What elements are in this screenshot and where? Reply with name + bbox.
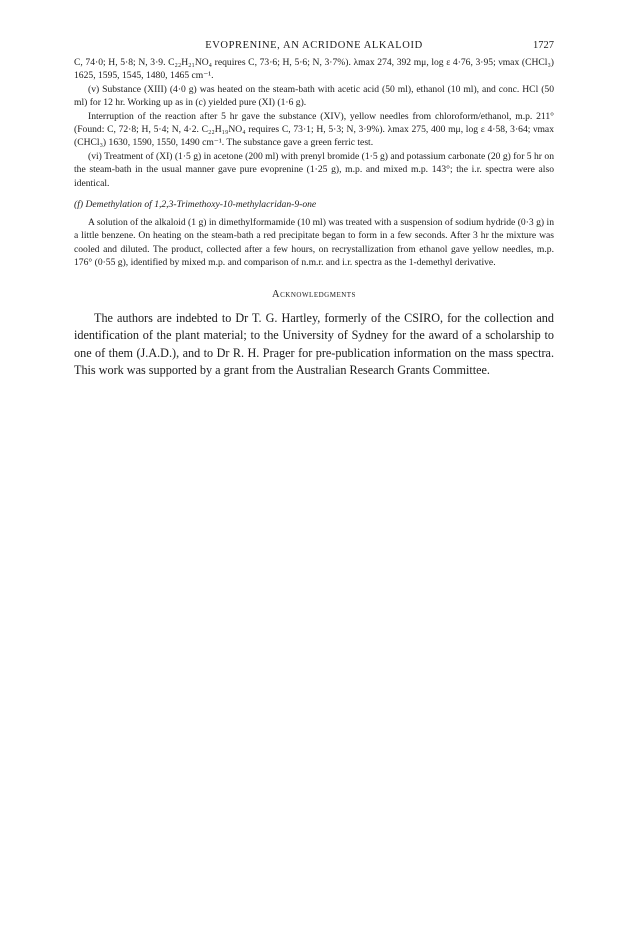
acknowledgments-text: The authors are indebted to Dr T. G. Hartley, formerly of the CSIRO, for the collection and identification of the plant material; to the University of Sydney for the award of a scholarship to one of them (J.A.D.), and to Dr R. H. Prager for pre-publication information on the mass spectra. This work was supported by a grant from the Australian Research Grants Committee. (74, 310, 554, 378)
acknowledgments-heading: Acknowledgments (272, 288, 356, 300)
paragraph-substance-xiii: (v) Substance (XIII) (4·0 g) was heated on the steam-bath with acetic acid (50 ml), ethanol (10 ml), and conc. HCl (50 ml) for 12 hr. Working up as in (c) yielded pure (XI) (1·6 g). (74, 83, 554, 109)
page-number: 1727 (533, 40, 554, 51)
section-heading-demethylation: (f) Demethylation of 1,2,3-Trimethoxy-10-methylacridan-9-one (74, 199, 317, 211)
paper-page (74, 40, 554, 380)
paragraph-treatment-xi: (vi) Treatment of (XI) (1·5 g) in acetone (200 ml) with prenyl bromide (1·5 g) and potassium carbonate (20 g) for 5 hr on the steam-bath in the usual manner gave pure evoprenine (1·25 g), m.p. and mixed m.p. 143°; the i.r. spectra were also identical. (74, 150, 554, 189)
running-header (74, 40, 554, 56)
paragraph-demethylation: A solution of the alkaloid (1 g) in dimethylformamide (10 ml) was treated with a suspension of sodium hydride (0·3 g) in a little benzene. On heating on the steam-bath a red precipitate began to form in a few seconds. After 3 hr the mixture was cooled and diluted. The product, collected after a few hours, on recrystallization from ethanol gave yellow needles, m.p. 176° (0·55 g), identified by mixed m.p. and comparison of n.m.r. and i.r. spectra as the 1-demethyl derivative. (74, 217, 554, 269)
paragraph-interruption: Interruption of the reaction after 5 hr gave the substance (XIV), yellow needles from chloroform/ethanol, m.p. 211° (Found: C, 72·8; H, 5·4; N, 4·2. C₂₂H₁₉NO₄ requires C, 73·1; H, 5·3; N, 3·9%). λmax 275, 400 mμ, log ε 4·58, 3·64; νmax (CHCl₃) 1630, 1590, 1550, 1490 cm⁻¹. The substance gave a green ferric test. (74, 110, 554, 149)
paragraph-analysis: C, 74·0; H, 5·8; N, 3·9. C₂₂H₂₁NO₄ requires C, 73·6; H, 5·6; N, 3·7%). λmax 274, 392 mμ, log ε 4·76, 3·95; νmax (CHCl₃) 1625, 1595, 1545, 1480, 1465 cm⁻¹. (74, 57, 554, 82)
running-title: EVOPRENINE, AN ACRIDONE ALKALOID (205, 40, 423, 51)
